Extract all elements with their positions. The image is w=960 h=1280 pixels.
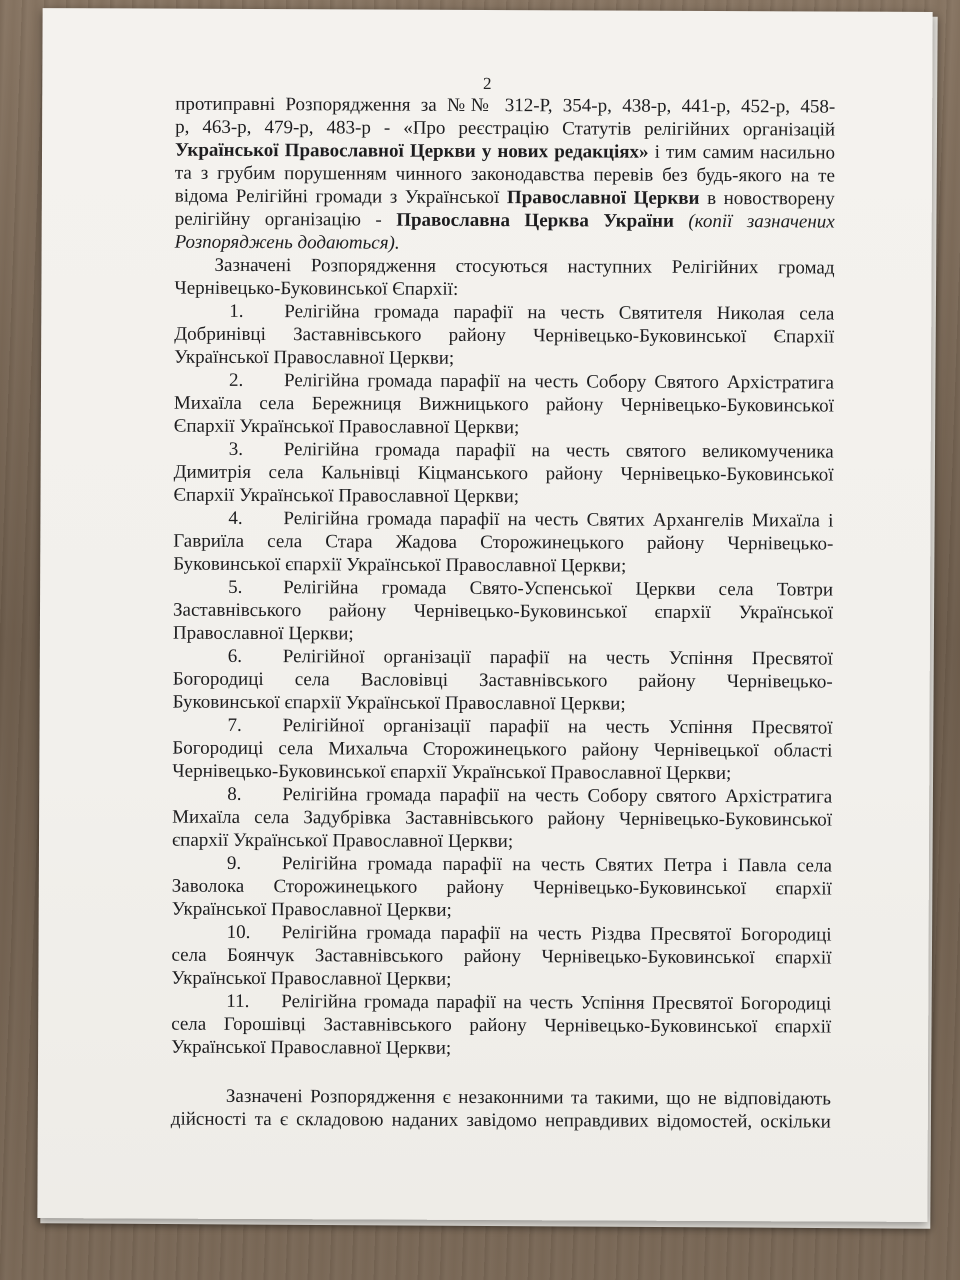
text-line bbox=[173, 645, 833, 671]
text-line: Православної Церкви; bbox=[172, 622, 354, 645]
text-fragment: релігійну організацію - bbox=[174, 208, 397, 231]
text-line: Заставнівського району Чернівецько-Буковинської єпархії Української bbox=[172, 599, 834, 624]
text-fragment: і тим самим насильно bbox=[648, 141, 836, 164]
text-line bbox=[172, 783, 832, 809]
document-page bbox=[37, 8, 932, 1222]
item-number: 4. bbox=[228, 507, 243, 529]
text-line: Української Православної Церкви; bbox=[171, 1036, 452, 1059]
item-number: 11. bbox=[226, 990, 250, 1012]
text-line: Української Православної Церкви; bbox=[171, 898, 452, 921]
text-fragment: Релігійна громада парафії на честь Собору Святого Архістратига bbox=[283, 370, 835, 394]
text-line: Зазначені Розпорядження є незаконними та такими, що не відповідають bbox=[225, 1085, 831, 1110]
bold-text: Православна Церква України bbox=[396, 209, 674, 232]
text-line: Зазначені Розпорядження стосуються наступних Релігійних громад bbox=[214, 254, 835, 279]
text-fragment: Релігійна громада парафії на честь Святих Петра і Павла села bbox=[281, 853, 832, 877]
list-item bbox=[173, 507, 833, 579]
item-number: 2. bbox=[228, 369, 244, 391]
text-line: протиправні Розпорядження за №№ 312-Р, 354-р, 438-р, 441-р, 452-р, 458- bbox=[175, 93, 836, 118]
list-item bbox=[173, 645, 833, 717]
text-line: Димитрія села Кальнівці Кіцманського району Чернівецько-Буковинської bbox=[173, 461, 834, 486]
list-item bbox=[173, 576, 833, 648]
item-number: 8. bbox=[227, 783, 242, 805]
text-fragment: відома Релігійні громади з Української bbox=[174, 185, 507, 209]
text-fragment: Релігійна громада парафії на честь Успіння Пресвятої Богородиці bbox=[281, 991, 832, 1015]
list-item bbox=[173, 438, 833, 510]
text-line: Розпоряджень додаються). bbox=[174, 231, 400, 254]
text-line: Української Православної Церкви; bbox=[171, 967, 452, 990]
text-line: Чернівецько-Буковинської Єпархії: bbox=[174, 277, 459, 300]
text-line: Буковинської єпархії Української Православної Церкви; bbox=[173, 553, 627, 577]
text-fragment: Релігійна громада парафії на честь Різдва Пресвятої Богородиці bbox=[281, 922, 832, 946]
text-line: Богородиці села Васловівці Заставнівського району Чернівецько- bbox=[172, 668, 833, 693]
text-line: Єпархії Української Православної Церкви; bbox=[173, 484, 520, 508]
text-line bbox=[174, 438, 834, 464]
text-line bbox=[175, 185, 835, 211]
text-fragment: Релігійної організації парафії на честь Успіння Пресвятої bbox=[282, 646, 833, 670]
text-line bbox=[172, 852, 832, 878]
list-item bbox=[172, 783, 832, 855]
text-fragment: Релігійна громада парафії на честь святого великомученика bbox=[283, 439, 834, 463]
text-line: села Горошівці Заставнівського району Чернівецько-Буковинської єпархії bbox=[171, 1013, 832, 1038]
list-item bbox=[174, 300, 834, 372]
text-line: Української Православної Церкви; bbox=[174, 346, 455, 369]
text-line: та з грубим порушенням чинного законодавства перевів без будь-якого на те bbox=[174, 162, 835, 187]
text-line: дійсності та є складовою наданих завідомо неправдивих відомостей, оскільки bbox=[170, 1108, 831, 1133]
list-item bbox=[171, 921, 831, 993]
bold-text: Православної Церкви bbox=[506, 187, 700, 209]
list-item bbox=[174, 369, 834, 441]
item-number: 5. bbox=[228, 576, 243, 598]
text-line bbox=[173, 576, 833, 602]
text-line: Єпархії Української Православної Церкви; bbox=[173, 415, 520, 439]
text-line bbox=[175, 139, 835, 165]
text-fragment: Релігійна громада парафії на честь Святителя Николая села bbox=[284, 301, 835, 325]
item-number: 6. bbox=[227, 645, 243, 667]
text-line: Богородиці села Михальча Сторожинецького району Чернівецької області bbox=[172, 737, 833, 762]
text-line: Михаїла села Бережниця Вижницького району Чернівецько-Буковинської bbox=[173, 392, 834, 417]
item-number: 10. bbox=[226, 921, 251, 943]
list-item bbox=[172, 714, 832, 786]
parish-list bbox=[171, 300, 834, 1062]
text-line: Михаїла села Задубрівка Заставнівського району Чернівецько-Буковинської bbox=[172, 806, 833, 831]
closing-paragraph bbox=[171, 1085, 831, 1134]
item-number: 3. bbox=[228, 438, 244, 460]
bold-text: Української Православної Церкви у нових редакціях» bbox=[174, 139, 649, 163]
text-line bbox=[173, 507, 833, 533]
text-fragment: в новостворену bbox=[699, 187, 835, 210]
document-body bbox=[171, 93, 836, 1134]
list-item bbox=[172, 852, 832, 924]
italic-text: (копії зазначених bbox=[673, 210, 835, 233]
text-fragment: Релігійна громада парафії на честь Собору святого Архістратига bbox=[282, 784, 833, 808]
text-fragment: Релігійної організації парафії на честь Успіння Пресвятої bbox=[282, 715, 833, 739]
lead-paragraph bbox=[174, 254, 834, 303]
text-line bbox=[172, 714, 832, 740]
item-number: 7. bbox=[227, 714, 242, 736]
intro-paragraph bbox=[175, 93, 836, 257]
text-line: Чернівецько-Буковинської єпархії Української Православної Церкви; bbox=[172, 760, 732, 785]
text-line: Буковинської єпархії Української Православної Церкви; bbox=[172, 691, 626, 715]
text-line bbox=[174, 300, 834, 326]
text-line: Добринівці Заставнівського району Чернівецько-Буковинської Єпархії bbox=[174, 323, 835, 348]
text-line: Заволока Сторожинецького району Чернівецько-Буковинської єпархії bbox=[171, 875, 832, 900]
text-line bbox=[175, 208, 835, 234]
text-line bbox=[174, 369, 834, 395]
page-number: 2 bbox=[483, 73, 492, 94]
text-line: р, 463-р, 479-р, 483-р - «Про реєстрацію Статутів релігійних організацій bbox=[175, 116, 836, 141]
item-number: 1. bbox=[229, 300, 244, 322]
text-line bbox=[171, 990, 831, 1016]
text-line: Гавриїла села Стара Жадова Сторожинецького району Чернівецько- bbox=[173, 530, 834, 555]
list-item bbox=[171, 990, 831, 1062]
text-fragment: Релігійна громада парафії на честь Святих Архангелів Михаїла і bbox=[283, 508, 834, 532]
text-line: єпархії Української Православної Церкви; bbox=[171, 829, 514, 853]
text-line bbox=[172, 921, 832, 947]
text-fragment: Релігійна громада Свято-Успенської Церкви села Товтри bbox=[283, 577, 834, 601]
item-number: 9. bbox=[226, 852, 242, 874]
text-line: села Боянчук Заставнівського району Чернівецько-Буковинської єпархії bbox=[171, 944, 832, 969]
